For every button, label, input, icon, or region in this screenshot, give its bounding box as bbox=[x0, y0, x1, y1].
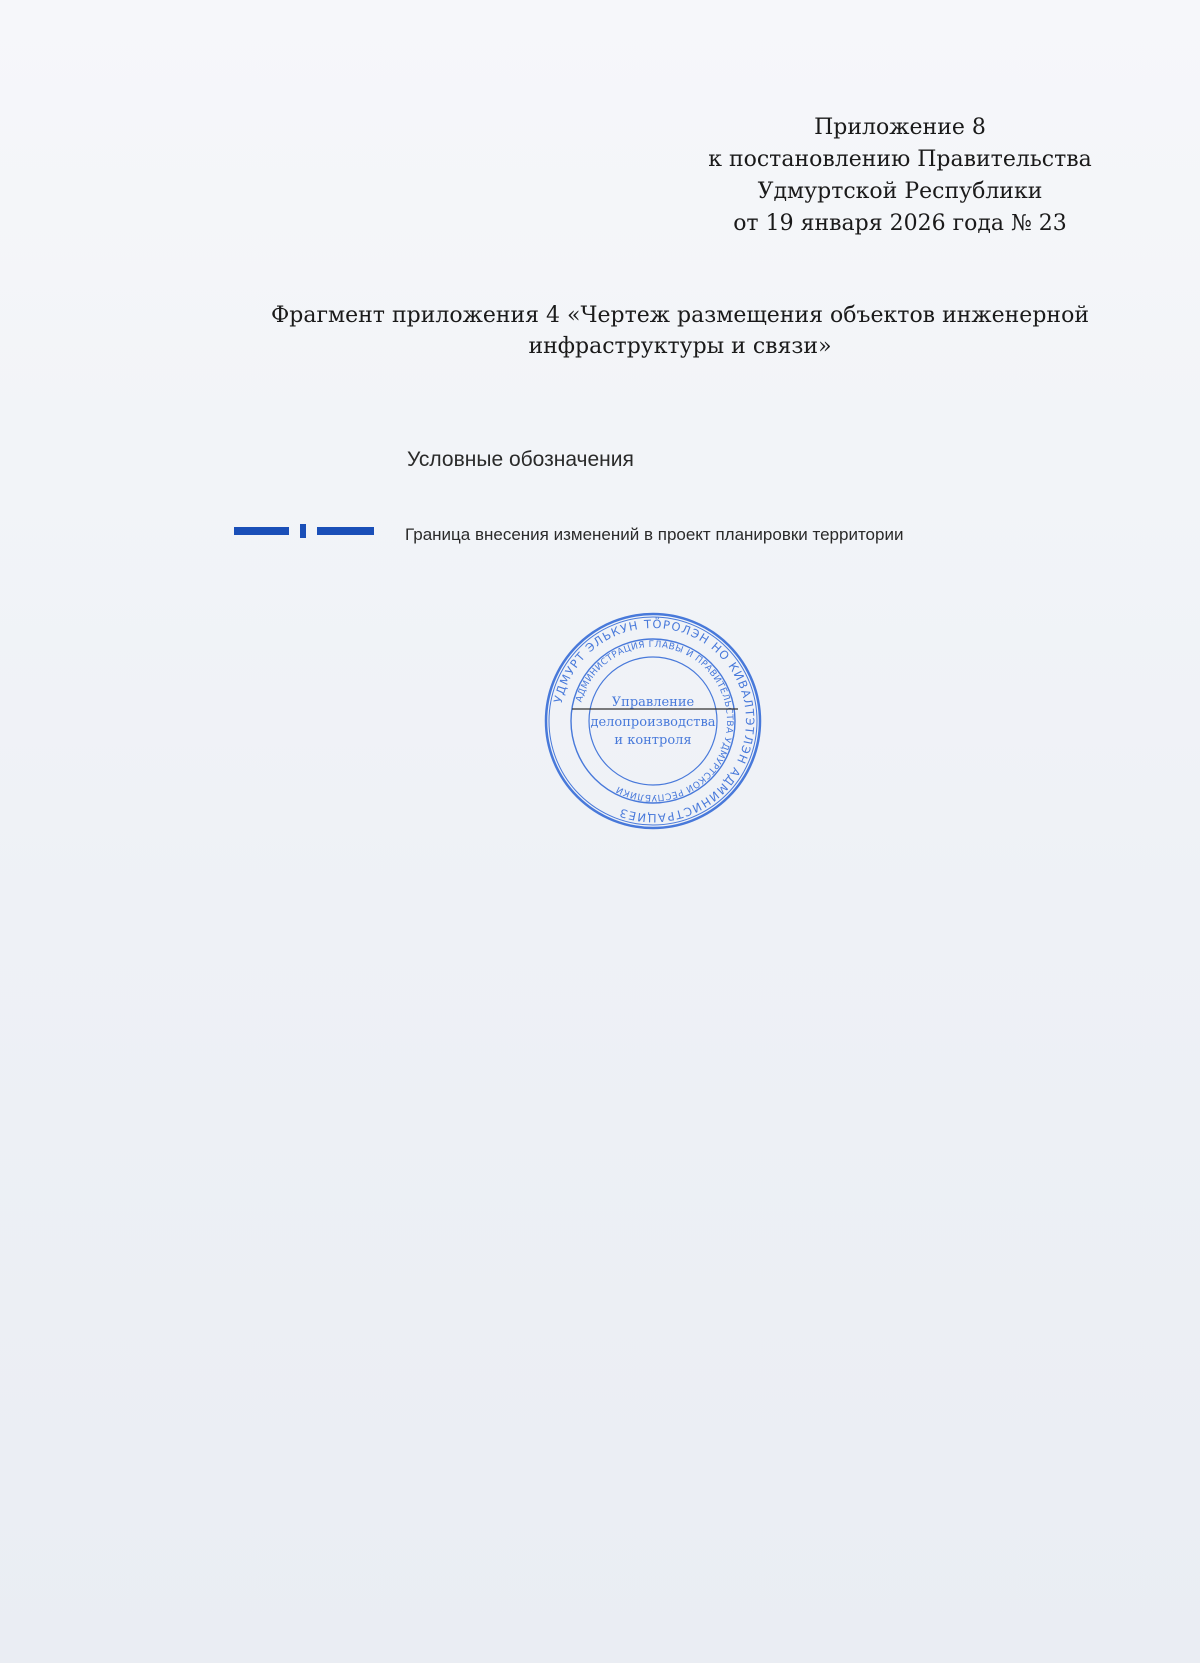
approval-line-appendix: Приложение 8 bbox=[814, 115, 986, 140]
seal-center-line1: Управление bbox=[611, 695, 695, 710]
legend-item-boundary-label: Граница внесения изменений в проект планировки территории bbox=[405, 525, 904, 544]
seal-inner-text: АДМИНИСТРАЦИЯ ГЛАВЫ И ПРАВИТЕЛЬСТВА УДМУРТСКОЙ РЕСПУБЛИКИ bbox=[574, 639, 735, 803]
approval-line-date: от 19 января 2026 года № 23 bbox=[733, 211, 1067, 236]
approval-block bbox=[680, 112, 1120, 240]
approval-line-resolution: к постановлению Правительства bbox=[708, 147, 1092, 172]
seal-outer-text: УДМУРТ ЭЛЬКУН ТӦРОЛЭН НО КИВАЛТЭТЛЭН АДМИНИСТРАЦИЕЗ bbox=[550, 616, 758, 826]
legend-heading: Условные обозначения bbox=[407, 448, 634, 471]
official-seal-icon bbox=[542, 610, 764, 832]
seal-center-line2: делопроизводства bbox=[590, 715, 716, 730]
approval-line-republic: Удмуртской Республики bbox=[757, 179, 1043, 204]
seal-center-line3: и контроля bbox=[614, 733, 692, 748]
boundary-line-symbol bbox=[234, 524, 374, 538]
document-title: Фрагмент приложения 4 «Чертеж размещения объектов инженерной инфраструктуры и связи» bbox=[271, 303, 1089, 359]
